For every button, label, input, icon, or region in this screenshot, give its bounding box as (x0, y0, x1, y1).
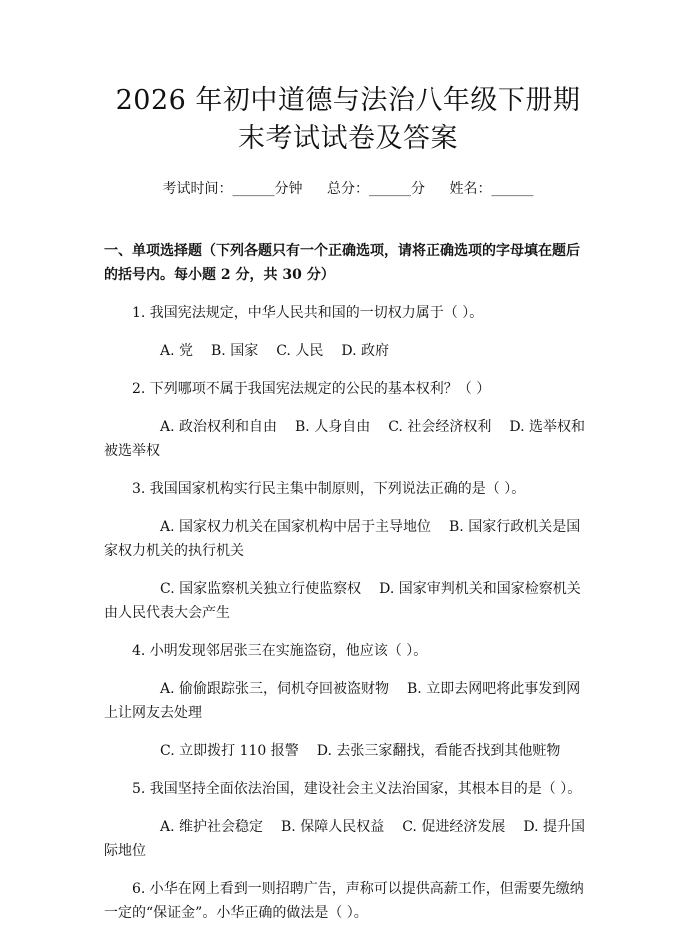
exam-time-label: 考试时间：______分钟 (162, 181, 303, 197)
question-list (104, 301, 592, 925)
answer-option: B. 国家行政机关是国家权力机关的执行机关 (104, 519, 581, 559)
answer-option: D. 去张三家翻找，看能否找到其他赃物 (316, 743, 561, 759)
question-stem: 2. 下列哪项不属于我国宪法规定的公民的基本权利？（ ） (132, 381, 491, 397)
page-title: 2026 年初中道德与法治八年级下册期末考试试卷及答案 (115, 85, 581, 154)
answer-option: B. 国家 (211, 343, 259, 359)
answer-option: A. 偷偷跟踪张三，伺机夺回被盗财物 (160, 681, 390, 697)
answer-option: D. 政府 (341, 343, 389, 359)
option-line (104, 815, 592, 863)
answer-option: B. 人身自由 (295, 419, 371, 435)
option-line (104, 739, 592, 763)
option-line (104, 577, 592, 625)
answer-option: C. 社会经济权利 (388, 419, 492, 435)
name-label: 姓名：______ (449, 181, 534, 197)
answer-option: D. 提升国际地位 (104, 819, 585, 859)
question-stem: 4. 小明发现邻居张三在实施盗窃，他应该（ ）。 (132, 643, 428, 659)
option-line (104, 515, 592, 563)
answer-option: A. 国家权力机关在国家机构中居于主导地位 (160, 519, 432, 535)
answer-option: A. 党 (160, 343, 194, 359)
option-line (104, 415, 592, 463)
answer-option: D. 选举权和被选举权 (104, 419, 585, 459)
question-stem: 5. 我国坚持全面依法治国，建设社会主义法治国家，其根本目的是（ ）。 (132, 781, 582, 797)
answer-option: B. 保障人民权益 (281, 819, 385, 835)
answer-option: C. 人民 (276, 343, 324, 359)
exam-meta (104, 179, 592, 199)
question-stem: 6. 小华在网上看到一则招聘广告，声称可以提供高薪工作，但需要先缴纳一定的“保证金”。小华正确的做法是（ ）。 (104, 881, 584, 921)
answer-option: B. 立即去网吧将此事发到网上让网友去处理 (104, 681, 581, 721)
section-heading-single-choice: 一、单项选择题（下列各题只有一个正确选项，请将正确选项的字母填在题后的括号内。每小题 2 分，共 30 分） (104, 243, 580, 283)
answer-option: A. 维护社会稳定 (160, 819, 264, 835)
question-stem: 1. 我国宪法规定，中华人民共和国的一切权力属于（ ）。 (132, 305, 484, 321)
option-line (104, 339, 592, 363)
answer-option: C. 国家监察机关独立行使监察权 (160, 581, 362, 597)
question-stem: 3. 我国国家机构实行民主集中制原则，下列说法正确的是（ ）。 (132, 481, 526, 497)
total-score-label: 总分：______分 (327, 181, 425, 197)
answer-option: C. 促进经济发展 (402, 819, 506, 835)
answer-option: C. 立即拨打 110 报警 (160, 743, 299, 759)
option-line (104, 677, 592, 725)
answer-option: A. 政治权利和自由 (160, 419, 278, 435)
answer-option: D. 国家审判机关和国家检察机关由人民代表大会产生 (104, 581, 581, 621)
